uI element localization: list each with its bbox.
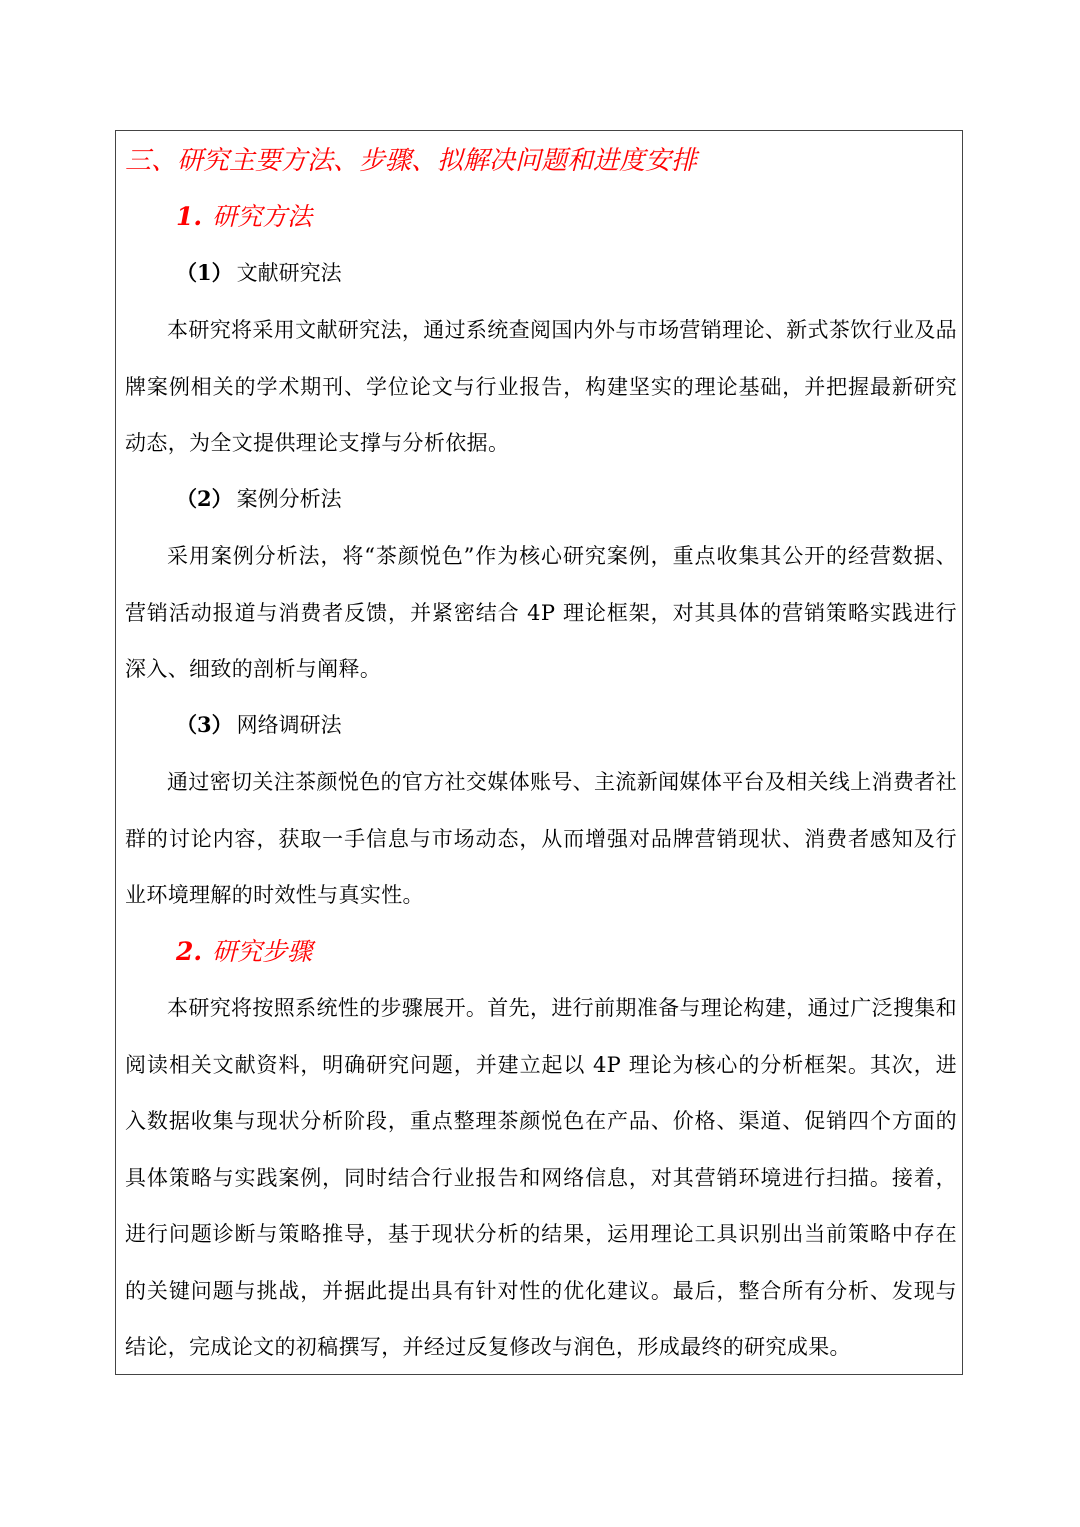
method-3-title — [176, 705, 342, 745]
methods-heading-number: 1. — [176, 202, 203, 231]
method-1-number: （1） — [176, 260, 233, 285]
method-1-title — [176, 253, 342, 293]
methods-heading — [176, 194, 312, 240]
section-title: 三、研究主要方法、步骤、拟解决问题和进度安排 — [125, 146, 698, 176]
steps-paragraph: 本研究将按照系统性的步骤展开。首先，进行前期准备与理论构建，通过广泛搜集和阅读相关文献资料，明确研究问题，并建立起以 4P 理论为核心的分析框架。其次，进入数据收集与现状分析阶段，重点整理茶颜悦色在产品、价格、渠道、促销四个方面的具体策略与实践案例，同时结合行业报告和网络信息，对其营销环境进行扫描。接着，进行问题诊断与策略推导，基于现状分析的结果，运用理论工具识别出当前策略中存在的关键问题与挑战，并据此提出具有针对性的优化建议。最后，整合所有分析、发现与结论，完成论文的初稿撰写，并经过反复修改与润色，形成最终的研究成果。 — [125, 996, 957, 1359]
steps-heading-number: 2. — [176, 937, 203, 966]
method-1-label: 文献研究法 — [236, 261, 342, 285]
method-1-paragraph: 本研究将采用文献研究法，通过系统查阅国内外与市场营销理论、新式茶饮行业及品牌案例相关的学术期刊、学位论文与行业报告，构建坚实的理论基础，并把握最新研究动态，为全文提供理论支撑与分析依据。 — [125, 318, 957, 455]
method-2-label: 案例分析法 — [236, 487, 342, 511]
methods-heading-label: 研究方法 — [212, 202, 313, 231]
method-2-paragraph: 采用案例分析法，将“茶颜悦色”作为核心研究案例，重点收集其公开的经营数据、营销活动报道与消费者反馈，并紧密结合 4P 理论框架，对其具体的营销策略实践进行深入、细致的剖析与阐释。 — [125, 544, 957, 681]
method-3-paragraph: 通过密切关注茶颜悦色的官方社交媒体账号、主流新闻媒体平台及相关线上消费者社群的讨论内容，获取一手信息与市场动态，从而增强对品牌营销现状、消费者感知及行业环境理解的时效性与真实性。 — [125, 770, 957, 907]
method-2-title — [176, 479, 342, 519]
steps-heading-label: 研究步骤 — [212, 937, 313, 966]
method-3-label: 网络调研法 — [236, 713, 342, 737]
method-3-number: （3） — [176, 712, 233, 737]
method-2-number: （2） — [176, 486, 233, 511]
steps-heading — [176, 929, 312, 975]
